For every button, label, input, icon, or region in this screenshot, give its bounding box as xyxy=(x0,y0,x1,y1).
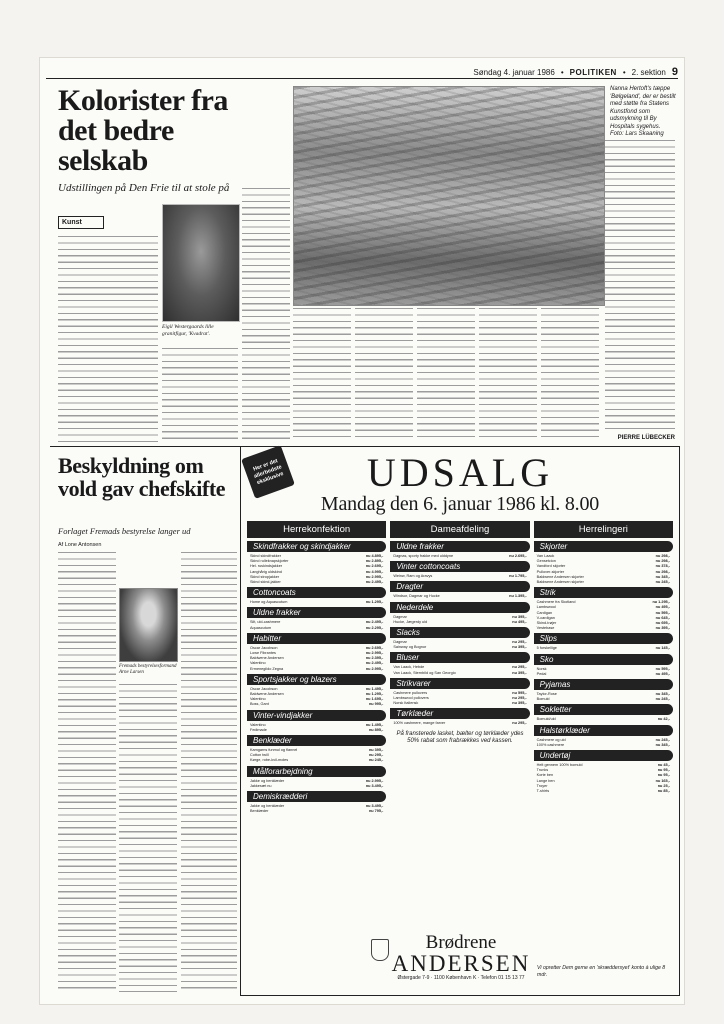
category-banner: Sportsjakker og blazers xyxy=(247,674,386,685)
item-price: nu 2.695,- xyxy=(365,645,384,650)
item-price: nu 245,- xyxy=(655,697,670,702)
item-name: Van Laack, Sternbild og San Georgio xyxy=(393,670,456,675)
header-date: Søndag 4. januar 1986 xyxy=(473,67,555,77)
item-name: 5 forskellige xyxy=(536,646,557,651)
item-price: nu 95,- xyxy=(657,773,670,778)
item-name: Boss, Gant xyxy=(250,702,269,707)
item-price: nu 245,- xyxy=(655,580,670,585)
item-name: Taylor-Rose xyxy=(536,692,557,697)
department-header: Herrelingeri xyxy=(534,521,673,538)
category-banner: Sokletter xyxy=(534,704,673,715)
brand-line1: Brødrene xyxy=(425,932,497,953)
sculpture-caption: Eigil Westergaards lille granitfigur, 'Kvadrat'. xyxy=(162,324,214,337)
price-row xyxy=(390,701,529,706)
item-name: Lambswool xyxy=(536,605,556,610)
item-name: Sainway og Bognor xyxy=(393,645,427,650)
sculpture-photo xyxy=(162,204,240,322)
item-name: Lowe Fibrantes xyxy=(250,651,276,656)
item-price: nu 995,- xyxy=(368,702,384,707)
item-name: Norsk xyxy=(536,666,547,671)
category-banner: Slacks xyxy=(390,627,529,638)
category-banner: Habitter xyxy=(247,633,386,644)
item-name: Pedal xyxy=(536,671,547,676)
category-banner: Cottoncoats xyxy=(247,587,386,598)
category-banner: Bluser xyxy=(390,652,529,663)
portrait-caption: Fremads bestyrelsesformand Arne Larsen xyxy=(119,664,177,675)
item-name: Lange ben xyxy=(536,778,555,783)
item-price: nu 3.495,- xyxy=(365,804,384,809)
item-price: nu 245,- xyxy=(368,758,384,763)
item-price: nu 1.495,- xyxy=(365,686,384,691)
item-price: nu 395,- xyxy=(512,614,527,619)
item-name: Pullover-skjorter xyxy=(536,569,565,574)
item-price: nu 395,- xyxy=(512,670,527,675)
price-row xyxy=(534,743,673,748)
price-row xyxy=(534,672,673,677)
item-name: Fedimade xyxy=(250,727,267,732)
item-name: Baldwene Andersen skjorter xyxy=(536,580,584,585)
item-name: Valentino xyxy=(250,722,266,727)
item-price: nu 2.395,- xyxy=(365,656,384,661)
category-banner: Sko xyxy=(534,654,673,665)
article2-byline: Af Lone Antonsen xyxy=(58,542,102,548)
price-row xyxy=(247,600,386,605)
item-price: nu 298,- xyxy=(655,554,670,558)
category-banner: Dragter xyxy=(390,581,529,592)
item-name: Oscar Jacobson xyxy=(250,645,278,650)
item-name: Jakke og benklæder xyxy=(250,804,285,809)
item-name: Hel. ruskindsjakker xyxy=(250,564,283,569)
price-row xyxy=(247,784,386,789)
category-banner: Skjorter xyxy=(534,541,673,552)
category-banner: Nederdele xyxy=(390,602,529,613)
item-name: Baldwene Andersen xyxy=(250,692,284,697)
item-price: nu 1.695,- xyxy=(365,697,384,702)
category-banner: Undertøj xyxy=(534,750,673,761)
running-header: Søndag 4. januar 1986 • POLITIKEN • 2. sektion 9 xyxy=(473,66,678,78)
item-price: nu 1.495,- xyxy=(365,722,384,727)
item-name: Skind rulleknapskjorter xyxy=(250,559,289,564)
ad-department-column xyxy=(390,521,529,814)
item-name: Vandford skjorter xyxy=(536,564,566,569)
article1-headline: Kolorister fra det bedre selskab xyxy=(58,84,228,177)
category-banner: Vinter cottoncoats xyxy=(390,561,529,572)
item-price: nu 1.295,- xyxy=(365,692,384,697)
item-name: Benklæder xyxy=(250,809,269,814)
painting-caption xyxy=(610,86,676,139)
price-row xyxy=(247,758,386,763)
item-price: nu 395,- xyxy=(655,626,670,631)
item-name: Aquascutum xyxy=(250,625,272,630)
item-price: nu 895,- xyxy=(368,727,384,732)
item-name: Helt gennem 100% bomuld xyxy=(536,763,583,768)
item-price: nu 2.995,- xyxy=(365,651,384,656)
header-paper: POLITIKEN xyxy=(569,67,617,77)
price-row xyxy=(534,789,673,794)
item-name: Skind skindfrakker xyxy=(250,554,282,558)
item-name: Cashmere og uld xyxy=(536,737,566,742)
article1-text-column xyxy=(355,308,413,442)
item-name: Korte ben xyxy=(536,773,554,778)
article1-text-column xyxy=(293,308,351,442)
item-price: nu 2.495,- xyxy=(365,620,384,625)
delivery-note: Vi opretter Dem gerne en 'skræddersyet' konto à ulige 8 mdr. xyxy=(537,965,666,978)
price-row xyxy=(534,580,673,585)
item-name: Baldwene Andersen xyxy=(250,656,284,661)
kicker-badge: Kunst xyxy=(58,216,104,229)
category-banner: Vinter-vindjakker xyxy=(247,710,386,721)
article1-subhead: Udstillingen på Den Frie til at stole på xyxy=(58,182,230,194)
price-row xyxy=(247,626,386,631)
header-section: 2. sektion xyxy=(631,67,666,77)
ad-note: På fransterede lasket, bælter og tørklæder ydes 50% rabat som frabrækkes ved kassen. xyxy=(396,730,524,744)
item-name: Van Laack, Hebde xyxy=(393,665,425,670)
item-name: Weinw, Ram og Aravys xyxy=(393,574,433,579)
item-name: Skind skind-jakker xyxy=(250,580,281,585)
category-banner: Skindfrakker og skindjakker xyxy=(247,541,386,552)
ad-title: UDSALG xyxy=(366,450,554,495)
item-price: nu 3.495,- xyxy=(365,783,384,788)
item-name: Van Laack xyxy=(536,554,555,558)
item-name: 100% cashmere, mange farver xyxy=(393,721,446,726)
article1-text-column xyxy=(417,308,475,442)
ad-department-column xyxy=(247,521,386,814)
item-price: nu 1.295,- xyxy=(365,600,384,605)
article1-text-column xyxy=(242,188,290,442)
item-price: nu 295,- xyxy=(512,721,527,726)
category-banner: Pyjamas xyxy=(534,679,673,690)
photo-credit: Foto: Lars Skaaning xyxy=(610,131,664,137)
newspaper-page xyxy=(40,58,684,1004)
item-name: Gensetcion xyxy=(536,559,556,564)
category-banner: Demiskrædderi xyxy=(247,791,386,802)
item-price: nu 595,- xyxy=(655,610,670,615)
item-name: Dagnas, sporty frakke med ulddyne xyxy=(393,554,454,558)
item-name: Norsk Italiensk xyxy=(393,701,419,706)
item-name: V-cardigan xyxy=(536,615,555,620)
item-price: nu 2.495,- xyxy=(365,580,384,585)
price-row xyxy=(534,697,673,702)
item-price: nu 2.995,- xyxy=(365,666,384,671)
item-price: nu 395,- xyxy=(512,645,527,650)
item-price: nu 295,- xyxy=(512,665,527,670)
ad-date: Mandag den 6. januar 1986 kl. 8.00 xyxy=(320,493,600,515)
header-page-number: 9 xyxy=(671,66,678,78)
item-name: Trunks xyxy=(536,768,549,773)
article2-headline: Beskyldning om vold gav chefskifte xyxy=(58,453,226,501)
category-banner: Tørklæder xyxy=(390,708,529,719)
item-price: nu 165,- xyxy=(655,778,670,783)
category-banner: Strikvarer xyxy=(390,678,529,689)
price-row xyxy=(247,728,386,733)
item-price: nu 95,- xyxy=(657,768,670,773)
item-price: nu 4.995,- xyxy=(365,569,384,574)
category-banner: Benklæder xyxy=(247,735,386,746)
price-row xyxy=(534,646,673,651)
item-price: nu 795,- xyxy=(368,809,384,814)
item-name: Silt, uld-cashmere xyxy=(250,620,281,625)
item-price: nu 2.995,- xyxy=(365,574,384,579)
article1-text-column xyxy=(605,140,675,432)
item-price: nu 295,- xyxy=(512,640,527,645)
category-banner: Halstørklæder xyxy=(534,725,673,736)
price-row xyxy=(390,620,529,625)
item-name: Bomuld xyxy=(536,697,550,702)
header-rule xyxy=(46,78,678,79)
department-header: Dameafdeling xyxy=(390,521,529,538)
item-price: nu 2.895,- xyxy=(365,559,384,564)
item-price: nu 4.895,- xyxy=(365,554,384,558)
article2-subhead: Forlaget Fremads bestyrelse langer ud xyxy=(58,526,191,536)
item-price: nu 345,- xyxy=(655,742,670,747)
item-price: nu 298,- xyxy=(655,559,670,564)
item-price: nu 695,- xyxy=(655,621,670,626)
price-row xyxy=(390,645,529,650)
painting-caption-text: Nanna Hertoft's tæppe 'Bølgeland', der er bestilt med støtte fra Statens Kunstfond som udsmykning til By Hospitals sygehus. xyxy=(610,86,676,130)
article1-text-column xyxy=(58,236,158,442)
item-name: Kamgarns funmul og flannel xyxy=(250,748,298,753)
item-name: Jakke og benklæder xyxy=(250,778,285,783)
item-price: nu 295,- xyxy=(368,753,384,758)
item-price: nu 1.295,- xyxy=(652,600,670,605)
article2-text-column xyxy=(58,552,116,992)
item-name: Ermenegildo Zegna xyxy=(250,666,284,671)
price-row xyxy=(390,594,529,599)
item-price: nu 1.395,- xyxy=(509,594,527,599)
item-name: Valentino xyxy=(250,697,266,702)
item-name: Cardigan xyxy=(536,610,553,615)
item-name: Home og Aquascutum xyxy=(250,600,288,605)
article1-byline: PIERRE LÜBECKER xyxy=(617,435,675,441)
item-price: nu 45,- xyxy=(657,763,670,768)
item-price: nu 495,- xyxy=(655,605,670,610)
brand-address: Østergade 7-9 · 1100 København K · Telefon 01 15 13 77 xyxy=(397,975,525,981)
item-price: nu 25,- xyxy=(657,783,670,788)
item-name: Bomuld/uld xyxy=(536,717,556,722)
item-name: Cotton twill xyxy=(250,753,269,758)
item-name: Cashmere pullovers xyxy=(393,690,428,695)
category-banner: Uldne frakker xyxy=(390,541,529,552)
article1-text-column xyxy=(541,308,599,442)
price-row xyxy=(534,626,673,631)
article2-text-column xyxy=(119,684,177,992)
crest-icon xyxy=(371,939,389,961)
sale-advertisement xyxy=(240,446,680,996)
price-row xyxy=(390,554,529,559)
item-name: 100% cashmere xyxy=(536,742,565,747)
item-price: nu 378,- xyxy=(655,564,670,569)
ad-department-column xyxy=(534,521,673,814)
ad-columns xyxy=(247,521,673,814)
item-price: nu 395,- xyxy=(512,701,527,706)
category-banner: Strik xyxy=(534,587,673,598)
department-header: Herrekonfektion xyxy=(247,521,386,538)
item-price: nu 495,- xyxy=(512,619,527,624)
price-row xyxy=(534,717,673,722)
item-price: nu 145,- xyxy=(655,646,670,651)
item-name: Oscar Jacobson xyxy=(250,686,278,691)
item-name: Dagmar xyxy=(393,640,407,645)
category-banner: Uldne frakker xyxy=(247,607,386,618)
price-row xyxy=(247,809,386,814)
brand-logo xyxy=(391,933,531,981)
item-name: Dagmar xyxy=(393,614,407,619)
item-price: nu 85,- xyxy=(657,789,670,794)
item-price: nu 595,- xyxy=(655,666,670,671)
price-row xyxy=(390,574,529,579)
category-banner: Slips xyxy=(534,633,673,644)
item-name: Vestebase xyxy=(536,626,555,631)
category-banner: Målforarbejdning xyxy=(247,766,386,777)
item-price: nu 245,- xyxy=(655,737,670,742)
item-name: Hucke, Jægerdy uld xyxy=(393,619,428,624)
ad-sticker: Her er det allerbedste eksklusive xyxy=(241,445,295,499)
price-row xyxy=(390,721,529,726)
item-name: Lambswool pullovers xyxy=(393,696,429,701)
price-row xyxy=(247,667,386,672)
price-row xyxy=(247,580,386,585)
item-name: Troyer xyxy=(536,783,548,788)
item-name: Windsor, Dagmar og Hucke xyxy=(393,594,440,599)
item-price: nu 1.795,- xyxy=(509,574,527,579)
article1-text-column xyxy=(479,308,537,442)
brand-line2: ANDERSEN xyxy=(391,951,531,976)
item-price: nu 2.495,- xyxy=(365,661,384,666)
price-row xyxy=(247,702,386,707)
item-name: Jakkesæt nu xyxy=(250,783,272,788)
item-price: nu 42,- xyxy=(657,717,670,722)
portrait-photo xyxy=(119,588,178,662)
item-price: nu 295,- xyxy=(512,696,527,701)
item-price: nu 2.695,- xyxy=(365,564,384,569)
item-name: Skind stropjakker xyxy=(250,574,280,579)
painting-photo xyxy=(293,86,605,306)
article1-text-column xyxy=(162,348,238,442)
item-price: nu 2.995,- xyxy=(365,778,384,783)
item-name: Kørge, robe-kvil-moles xyxy=(250,758,289,763)
item-name: Baldwene Andersen skjorter xyxy=(536,574,584,579)
item-price: nu 395,- xyxy=(368,748,384,753)
item-price: nu 298,- xyxy=(655,569,670,574)
item-price: nu 495,- xyxy=(655,671,670,676)
item-price: nu 595,- xyxy=(512,690,527,695)
article2-text-column xyxy=(181,552,237,992)
item-name: Skind-trøjer xyxy=(536,621,557,626)
item-price: nu 2.695,- xyxy=(509,554,527,558)
item-name: Valentino xyxy=(250,661,266,666)
item-price: nu 645,- xyxy=(655,615,670,620)
item-name: Langhårig uldskind xyxy=(250,569,282,574)
item-name: Cashmere fra Skotland xyxy=(536,600,576,605)
item-price: nu 345,- xyxy=(655,574,670,579)
item-name: T-shirts xyxy=(536,789,550,794)
item-price: nu 345,- xyxy=(655,692,670,697)
price-row xyxy=(390,671,529,676)
item-price: nu 2.295,- xyxy=(365,625,384,630)
